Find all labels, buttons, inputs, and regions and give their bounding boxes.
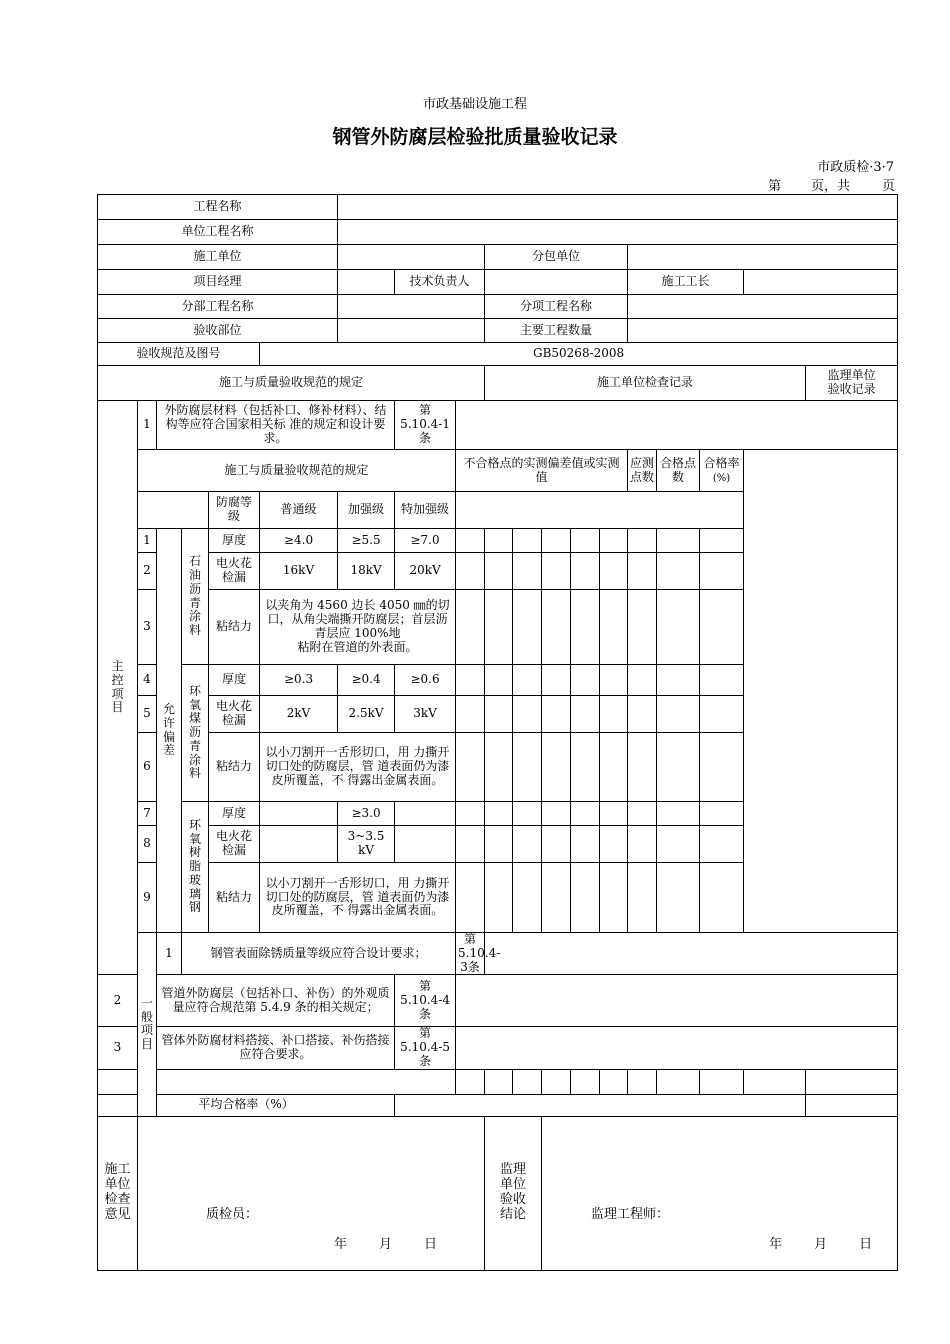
- row2-normal: 16kV: [260, 553, 338, 590]
- general-item3-no: 3: [98, 1027, 138, 1069]
- label-main-qty: 主要工程数量: [485, 319, 628, 343]
- value-pm[interactable]: [338, 270, 395, 295]
- row7-extra: [395, 802, 456, 826]
- general-blank-no: [98, 1069, 138, 1094]
- value-standard: GB50268-2008: [260, 343, 898, 366]
- main-item1-clause: 第 5.10.4-1条: [395, 401, 456, 450]
- row8-strong: 3~3.5 kV: [338, 826, 395, 863]
- label-project-name: 工程名称: [98, 195, 338, 220]
- general-item3-text: 管体外防腐材料搭接、补口搭接、补伤搭接应符合要求。: [157, 1027, 395, 1069]
- right-date: 年 月 日: [769, 1236, 873, 1252]
- grade-normal: 普通级: [260, 492, 338, 529]
- col-check: 施工单位检查记录: [485, 366, 806, 401]
- value-subcontractor[interactable]: [628, 245, 898, 270]
- label-division: 分部工程名称: [98, 295, 338, 319]
- general-item1-clause: 第 5.10.4-3条: [456, 933, 485, 975]
- label-pm: 项目经理: [98, 270, 338, 295]
- general-item2-check[interactable]: [456, 975, 898, 1027]
- page-end: 页: [881, 179, 895, 194]
- page-title: 钢管外防腐层检验批质量验收记录: [332, 126, 618, 148]
- row8-no: 8: [138, 826, 157, 863]
- row6-spec: 以小刀割开一舌形切口，用 力撕开切口处的防腐层，管 道表面仍为漆皮所覆盖，不 得露出金属表面。: [260, 733, 456, 802]
- general-item3-clause: 第 5.10.4-5条: [395, 1027, 456, 1069]
- general-item1-check[interactable]: [485, 933, 898, 975]
- value-main-qty[interactable]: [628, 319, 898, 343]
- row5-normal: 2kV: [260, 696, 338, 733]
- main-control-label: 主控项目: [98, 401, 138, 975]
- label-foreman: 施工工长: [628, 270, 744, 295]
- header-subtitle: 市政基础设施工程: [422, 97, 527, 112]
- row1-extra: ≥7.0: [395, 529, 456, 553]
- avg-pass-rate-value[interactable]: [395, 1094, 806, 1116]
- row4-normal: ≥0.3: [260, 665, 338, 696]
- page-ye: 页，共: [810, 179, 850, 194]
- row7-strong: ≥3.0: [338, 802, 395, 826]
- general-item1-no: 1: [157, 933, 182, 975]
- general-item3-check[interactable]: [456, 1027, 898, 1069]
- supervision-conclusion-label: 监理单位验收结论: [485, 1116, 542, 1270]
- row8-extra: [395, 826, 456, 863]
- contractor-opinion-label: 施工单位检查意见: [98, 1116, 138, 1270]
- engineer-label: 监理工程师：: [591, 1206, 670, 1222]
- value-foreman[interactable]: [744, 270, 898, 295]
- main-item1-no: 1: [138, 401, 157, 450]
- row1-normal: ≥4.0: [260, 529, 338, 553]
- pass-points-header: 合格点数: [657, 450, 700, 492]
- row5-strong: 2.5kV: [338, 696, 395, 733]
- form-code: 市政质检·3·7: [817, 160, 894, 175]
- general-blank-text[interactable]: [157, 1069, 456, 1094]
- label-location: 验收部位: [98, 319, 338, 343]
- row3-item: 粘结力: [209, 590, 260, 665]
- group3-label: 环氧树脂玻璃钢: [182, 802, 209, 933]
- value-tech-lead[interactable]: [485, 270, 628, 295]
- grade-strong: 加强级: [338, 492, 395, 529]
- page-di: 第: [767, 179, 781, 194]
- col-supervision: 监理单位 验收记录: [806, 366, 898, 401]
- row8-item: 电火花检漏: [209, 826, 260, 863]
- general-item2-text: 管道外防腐层（包括补口、补伤）的外观质量应符合规范第 5.4.9 条的相关规定；: [157, 975, 395, 1027]
- row5-item: 电火花检漏: [209, 696, 260, 733]
- should-points-header: 应测点数: [628, 450, 657, 492]
- group2-label: 环氧煤沥青涂料: [182, 665, 209, 802]
- row4-no: 4: [138, 665, 157, 696]
- general-item2-clause: 第 5.10.4-4条: [395, 975, 456, 1027]
- pass-rate-header: 合格率 (%): [700, 450, 744, 492]
- label-subdivision: 分项工程名称: [485, 295, 628, 319]
- value-subdivision[interactable]: [628, 295, 898, 319]
- inspector-label: 质检员：: [206, 1206, 259, 1222]
- row4-extra: ≥0.6: [395, 665, 456, 696]
- main-item1-text: 外防腐层材料（包括补口、修补材料）、结构等应符合国家相关标 准的规定和设计要求。: [157, 401, 395, 450]
- page-indicator: [768, 175, 895, 194]
- row2-no: 2: [138, 553, 157, 590]
- row7-item: 厚度: [209, 802, 260, 826]
- row1-no: 1: [138, 529, 157, 553]
- general-item1-text: 钢管表面除锈质量等级应符合设计要求；: [182, 933, 456, 975]
- label-subcontractor: 分包单位: [485, 245, 628, 270]
- row2-item: 电火花检漏: [209, 553, 260, 590]
- row1-item: 厚度: [209, 529, 260, 553]
- general-label: 一般项目: [138, 933, 157, 1117]
- supervision-conclusion-area[interactable]: [542, 1116, 898, 1270]
- label-unit-project: 单位工程名称: [98, 220, 338, 245]
- nonconf-header: 不合格点的实测偏差值或实测值: [456, 450, 628, 492]
- label-standard: 验收规范及图号: [98, 343, 260, 366]
- row4-item: 厚度: [209, 665, 260, 696]
- row9-no: 9: [138, 863, 157, 933]
- value-project-name[interactable]: [338, 195, 898, 220]
- grade-blank: [138, 492, 209, 529]
- row7-normal: [260, 802, 338, 826]
- grade-extra: 特加强级: [395, 492, 456, 529]
- value-location[interactable]: [338, 319, 485, 343]
- row4-strong: ≥0.4: [338, 665, 395, 696]
- general-item2-no: 2: [98, 975, 138, 1027]
- main-item1-check[interactable]: [456, 401, 898, 450]
- row9-item: 粘结力: [209, 863, 260, 933]
- contractor-opinion-area[interactable]: [138, 1116, 485, 1270]
- row2-extra: 20kV: [395, 553, 456, 590]
- row9-spec: 以小刀割开一舌形切口，用 力撕开切口处的防腐层，管 道表面仍为漆皮所覆盖，不 得露出金属表面。: [260, 863, 456, 933]
- label-tech-lead: 技术负责人: [395, 270, 485, 295]
- avg-pass-rate-label: 平均合格率（%）: [98, 1094, 395, 1116]
- value-contractor[interactable]: [338, 245, 485, 270]
- left-date: 年 月 日: [334, 1236, 438, 1252]
- grade-header: 防腐等级: [209, 492, 260, 529]
- row3-spec: 以夹角为 4560 边长 4050 ㎜的切口，从角尖端撕开防腐层；首层沥青层应 100%地 粘附在管道的外表面。: [260, 590, 456, 665]
- record-table: [97, 194, 898, 1271]
- row7-no: 7: [138, 802, 157, 826]
- allow-label: 允许偏差: [157, 529, 182, 933]
- row6-item: 粘结力: [209, 733, 260, 802]
- row8-normal: [260, 826, 338, 863]
- col-spec: 施工与质量验收规范的规定: [98, 366, 485, 401]
- row5-extra: 3kV: [395, 696, 456, 733]
- row3-no: 3: [138, 590, 157, 665]
- row6-no: 6: [138, 733, 157, 802]
- row2-strong: 18kV: [338, 553, 395, 590]
- label-contractor: 施工单位: [98, 245, 338, 270]
- value-unit-project[interactable]: [338, 220, 898, 245]
- sub-spec-header: 施工与质量验收规范的规定: [138, 450, 456, 492]
- value-division[interactable]: [338, 295, 485, 319]
- row1-strong: ≥5.5: [338, 529, 395, 553]
- row5-no: 5: [138, 696, 157, 733]
- grade-check-blank[interactable]: [456, 492, 744, 529]
- group1-label: 石油沥青涂料: [182, 529, 209, 665]
